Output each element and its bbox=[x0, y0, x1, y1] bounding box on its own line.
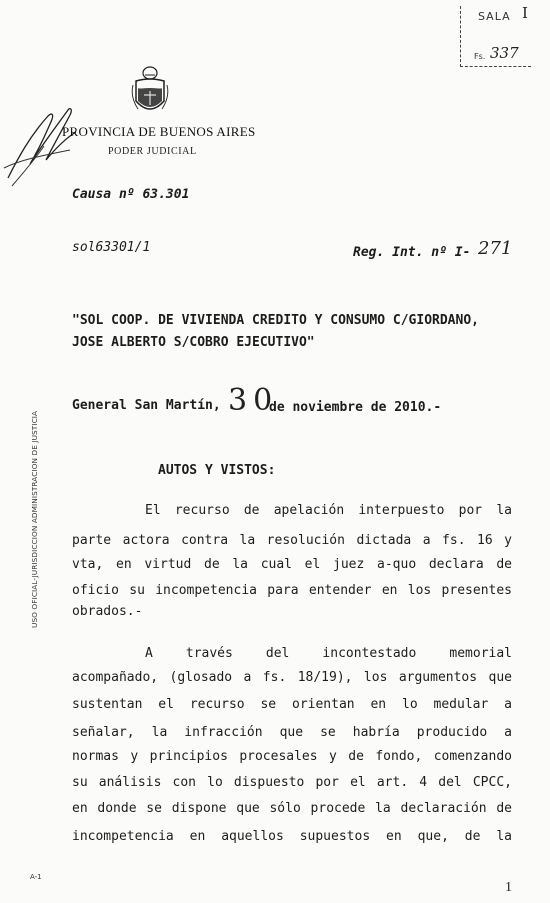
stamp-fs-label: Fs. bbox=[474, 52, 486, 61]
judicial-branch-header: PODER JUDICIAL bbox=[108, 146, 197, 157]
stamp-folio-number: 337 bbox=[490, 44, 519, 62]
paragraph-line: parte actora contra la resolución dictada a fs. 16 y bbox=[72, 533, 512, 548]
internal-registry-label: Reg. Int. nº I- bbox=[353, 245, 471, 260]
official-use-side-text: USO OFICIAL-JURISDICCION ADMINISTRACION DE JUSTICIA bbox=[30, 410, 39, 628]
page-number: 1 bbox=[505, 880, 512, 895]
paragraph-line: A través del incontestado memorial bbox=[145, 646, 512, 661]
paragraph-line: normas y principios procesales y de fondo, comenzando bbox=[72, 749, 512, 764]
case-title-line-1: "SOL COOP. DE VIVIENDA CREDITO Y CONSUMO C/GIORDANO, bbox=[72, 313, 479, 328]
stamp-sala-label: SALA bbox=[478, 10, 511, 23]
province-header: PROVINCIA DE BUENOS AIRES bbox=[62, 124, 256, 139]
paragraph-line: acompañado, (glosado a fs. 18/19), los argumentos que bbox=[72, 670, 512, 685]
section-title: AUTOS Y VISTOS: bbox=[158, 463, 276, 478]
stamp-sala-number: I bbox=[522, 4, 528, 22]
paragraph-line: El recurso de apelación interpuesto por la bbox=[145, 503, 512, 518]
file-code: sol63301/1 bbox=[72, 240, 151, 255]
case-number: Causa nº 63.301 bbox=[72, 187, 190, 202]
paragraph-line: oficio su incompetencia para entender en los presentes bbox=[72, 583, 512, 598]
paragraph-line: obrados.- bbox=[72, 604, 143, 619]
date-place: General San Martín, bbox=[72, 398, 221, 413]
province-seal-icon bbox=[130, 65, 170, 117]
paragraph-line: vta, en virtud de la cual el juez a-quo declara de bbox=[72, 557, 512, 572]
case-title-line-2: JOSE ALBERTO S/COBRO EJECUTIVO" bbox=[72, 335, 315, 350]
paragraph-line: su análisis con lo dispuesto por el art. 4 del CPCC, bbox=[72, 775, 512, 790]
paragraph-line: sustentan el recurso se orientan en lo medular a bbox=[72, 697, 512, 712]
date-month-year: de noviembre de 2010.- bbox=[269, 400, 442, 415]
paragraph-line: incompetencia en aquellos supuestos en que, de la bbox=[72, 829, 512, 844]
date-day: 30 bbox=[228, 383, 279, 418]
form-code: A-1 bbox=[30, 873, 42, 881]
internal-registry-number: 271 bbox=[478, 238, 513, 259]
handwritten-signature bbox=[0, 98, 95, 193]
paragraph-line: señalar, la infracción que se habría producido a bbox=[72, 725, 512, 740]
paragraph-line: en donde se dispone que sólo procede la declaración de bbox=[72, 801, 512, 816]
